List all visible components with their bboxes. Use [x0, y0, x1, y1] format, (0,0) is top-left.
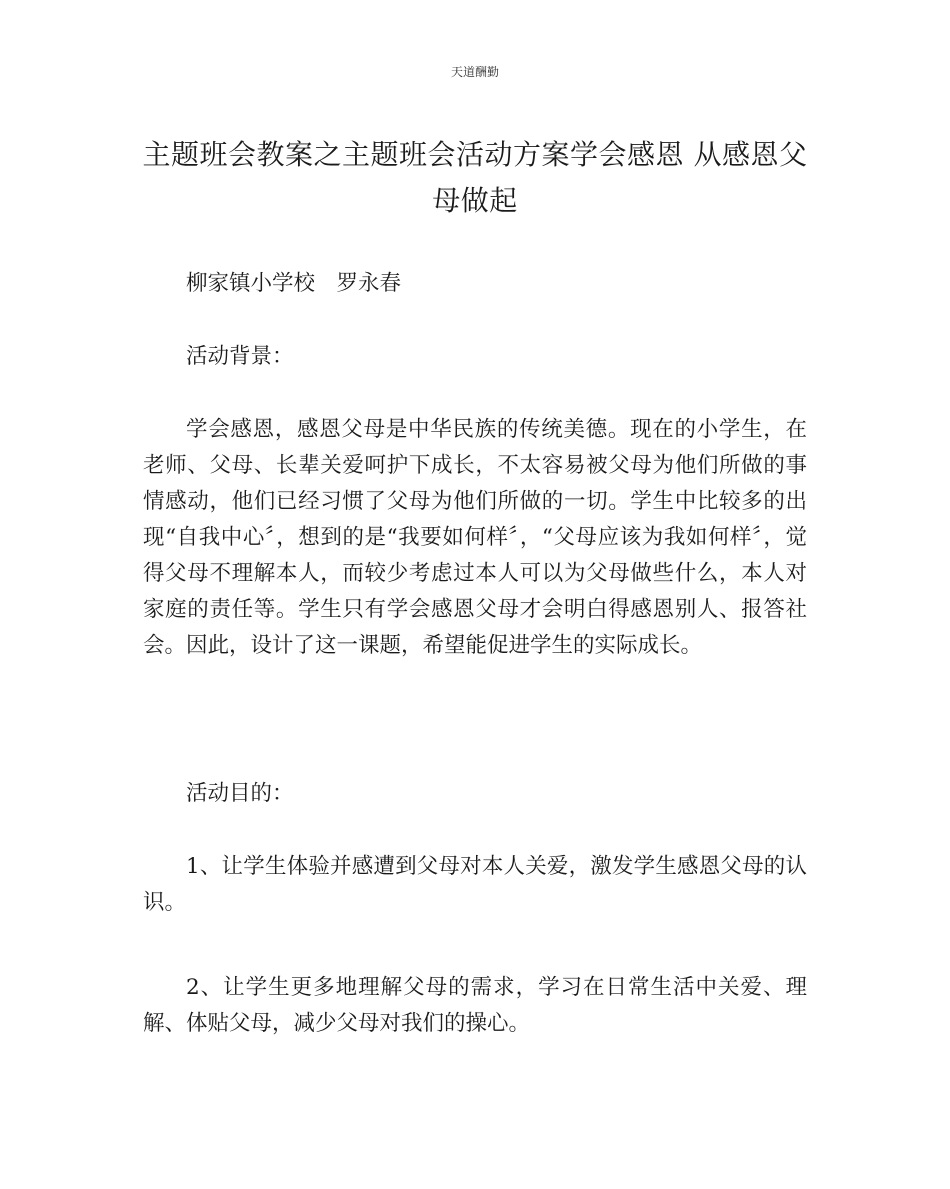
goal-item-2: [143, 970, 807, 1042]
background-paragraph-text: 学会感恩，感恩父母是中华民族的传统美德。现在的小学生，在老师、父母、长辈关爱呵护下成长，不太容易被父母为他们所做的事情感动，他们已经习惯了父母为他们所做的一切。学生中比较多的出现“自我中心〞，想到的是“我要如何样〞，“父母应该为我如何样〞，觉得父母不理解本人，而较少考虑过本人可以为父母做些什么，本人对家庭的责任等。学生只有学会感恩父母才会明白得感恩别人、报答社会。因此，设计了这一课题，希望能促进学生的实际成长。: [143, 417, 807, 658]
goal-item-2-text: 2、让学生更多地理解父母的需求，学习在日常生活中关爱、理解、体贴父母，减少父母对我们的操心。: [143, 975, 807, 1036]
goal-item-1-text: 1、让学生体验并感遭到父母对本人关爱，激发学生感恩父母的认识。: [143, 854, 807, 915]
goal-item-1: [143, 849, 807, 921]
goal-heading: 活动目的：: [186, 781, 294, 806]
author-line: 柳家镇小学校 罗永春: [186, 271, 402, 296]
document-title: 主题班会教案之主题班会活动方案学会感恩 从感恩父母做起: [142, 138, 808, 217]
background-heading: 活动背景：: [186, 344, 294, 369]
background-paragraph: [143, 412, 807, 664]
page-header: 天道酬勤: [450, 65, 499, 79]
